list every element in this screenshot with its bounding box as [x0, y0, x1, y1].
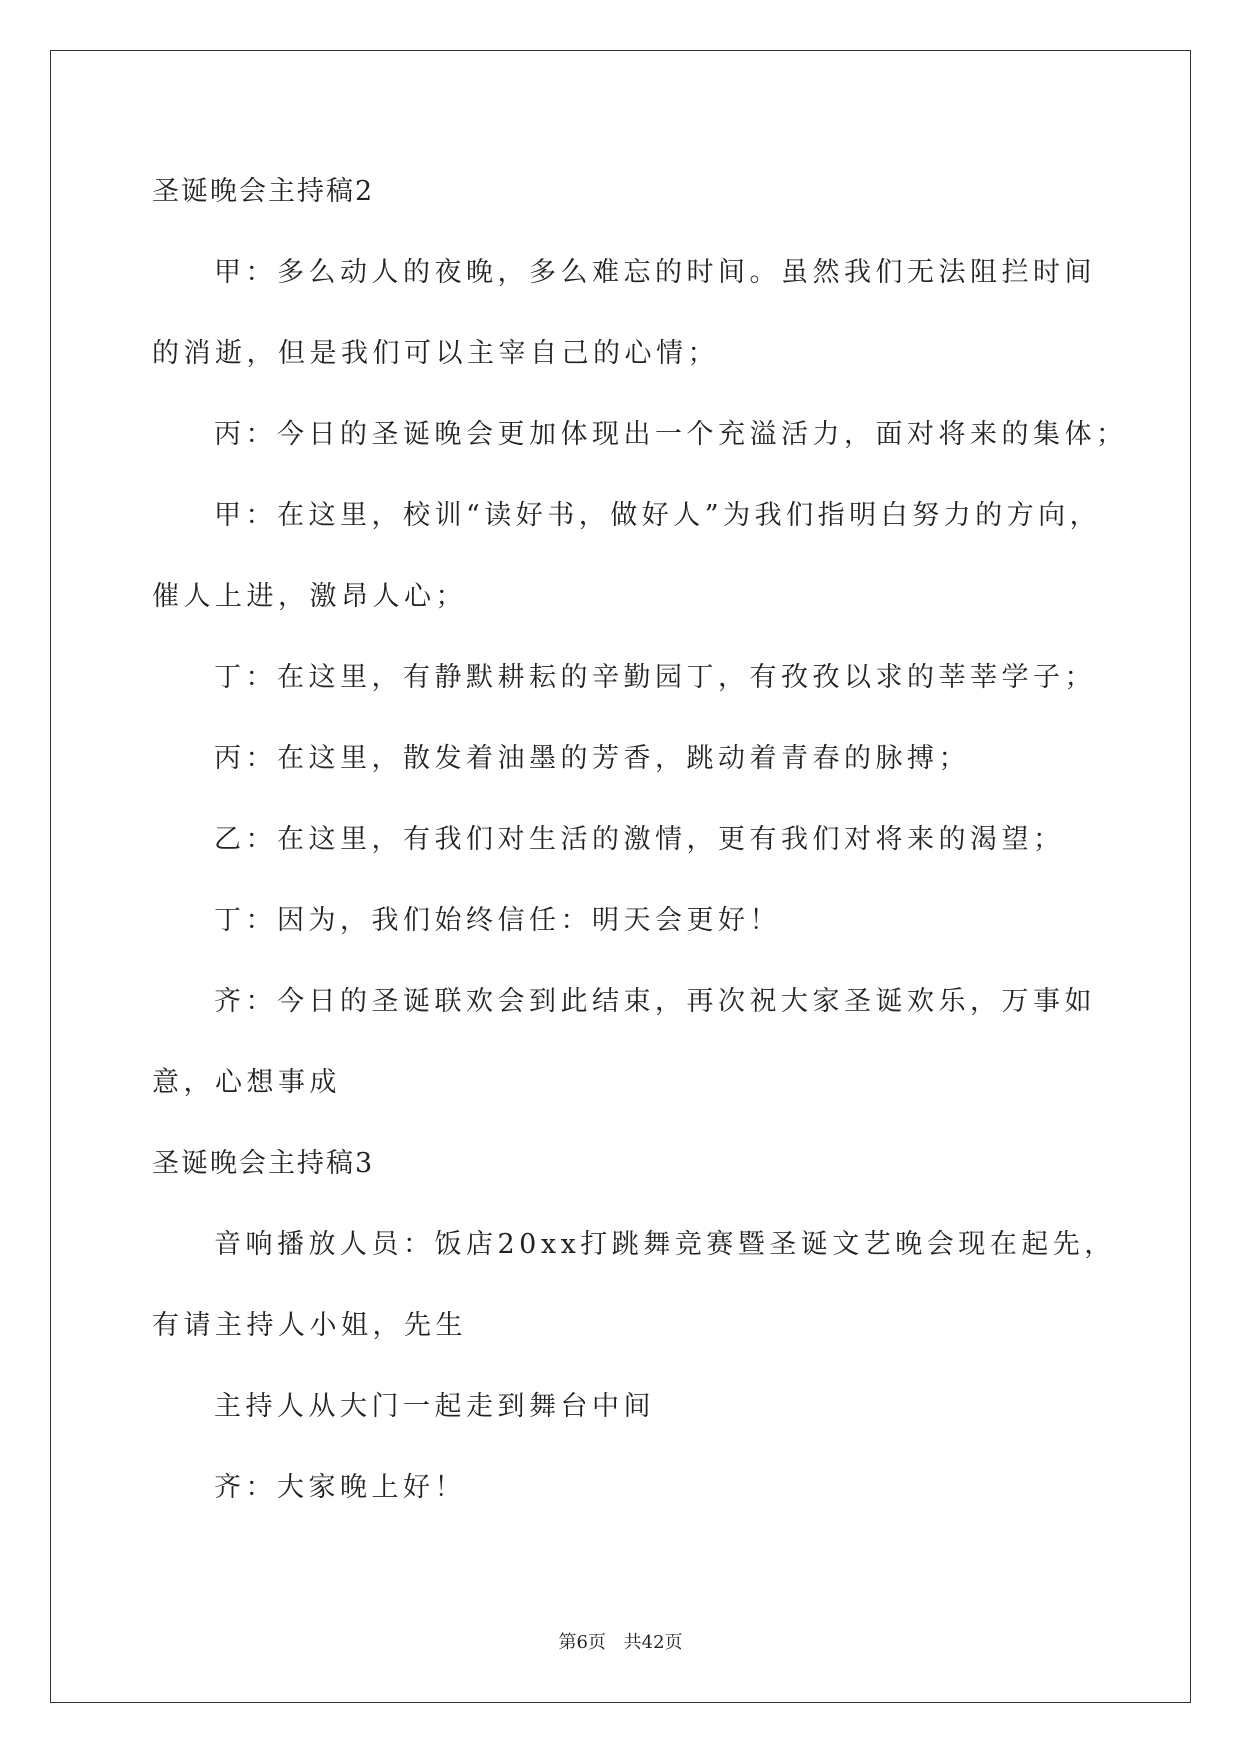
- page-number: 第6页: [558, 1632, 606, 1653]
- paragraph-line: 意，心想事成: [152, 1067, 341, 1098]
- paragraph-line: 甲：在这里，校训“读好书，做好人”为我们指明白努力的方向，: [214, 500, 1102, 531]
- document-body: [152, 172, 1128, 1508]
- paragraph-line: 齐：今日的圣诞联欢会到此结束，再次祝大家圣诞欢乐，万事如: [214, 986, 1096, 1017]
- page-footer: [0, 1631, 1241, 1655]
- paragraph-line: 有请主持人小姐，先生: [152, 1310, 467, 1341]
- paragraph-line: 甲：多么动人的夜晚，多么难忘的时间。虽然我们无法阻拦时间: [214, 257, 1096, 288]
- paragraph-line: 丙：在这里，散发着油墨的芳香，跳动着青春的脉搏；: [214, 743, 970, 774]
- section-heading: 圣诞晚会主持稿2: [152, 176, 375, 207]
- paragraph-line: 主持人从大门一起走到舞台中间: [214, 1391, 655, 1422]
- paragraph-line: 丁：在这里，有静默耕耘的辛勤园丁，有孜孜以求的莘莘学子；: [214, 662, 1096, 693]
- page-total: 共42页: [623, 1632, 683, 1653]
- paragraph-line: 齐：大家晚上好！: [214, 1472, 466, 1503]
- paragraph-line: 音响播放人员：饭店20xx打跳舞竞赛暨圣诞文艺晚会现在起先，: [214, 1229, 1116, 1260]
- paragraph-line: 催人上进，激昂人心；: [152, 581, 467, 612]
- paragraph-line: 丙：今日的圣诞晚会更加体现出一个充溢活力，面对将来的集体；: [214, 419, 1128, 450]
- paragraph-line: 的消逝，但是我们可以主宰自己的心情；: [152, 338, 719, 369]
- paragraph-line: 丁：因为，我们始终信任：明天会更好！: [214, 905, 781, 936]
- paragraph-line: 乙：在这里，有我们对生活的激情，更有我们对将来的渴望；: [214, 824, 1065, 855]
- section-heading: 圣诞晚会主持稿3: [152, 1148, 375, 1179]
